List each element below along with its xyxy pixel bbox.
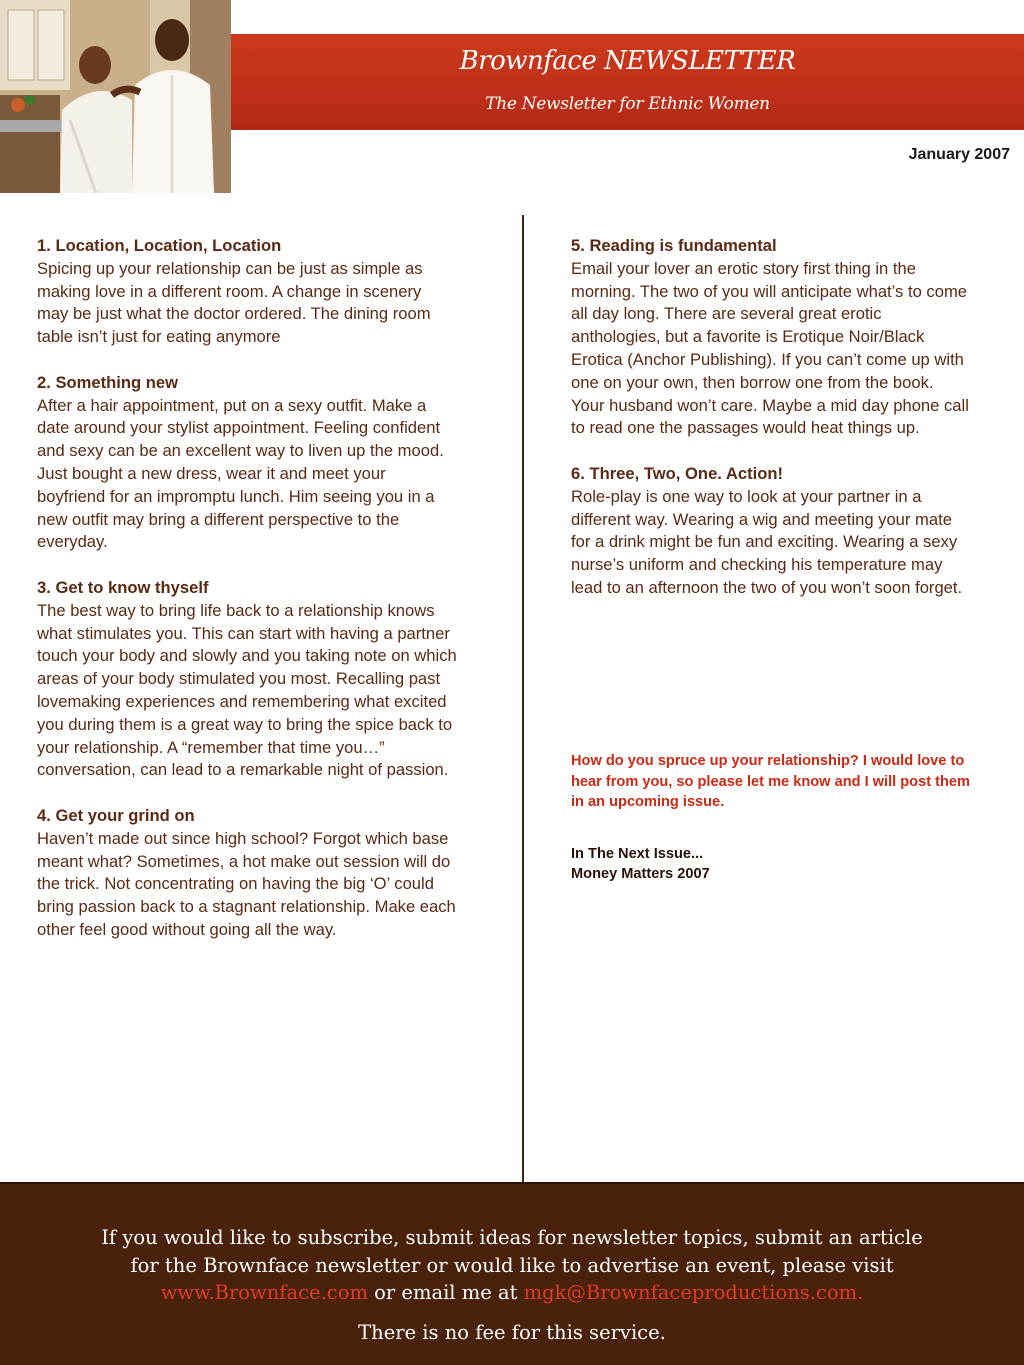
article-body: Email your lover an erotic story first thing in the morning. The two of you will anticipate what’s to come all day long. There are several great erotic anthologies, but a favorite is Erotique Noir/Black Erotica (Anchor Publishing). If you can’t come up with one on your own, then borrow one from the book. Your husband won’t care. Maybe a mid day phone call to read one the passages would heat things up. [571, 258, 969, 438]
article-body: Haven’t made out since high school? Forgot which base meant what? Sometimes, a hot make out session will do the trick. Not concentrating on having the big ‘O’ could bring passion back to a stagnant relationship. Make each other feel good without going all the way. [37, 828, 456, 939]
article-heading: 2. Something new [37, 372, 179, 392]
email-link[interactable]: mgk@Brownfaceproductions.com. [523, 1281, 864, 1304]
article-section [37, 577, 457, 782]
footer-message-text: If you would like to subscribe, submit ideas for newsletter topics, submit an article for the Brownface newsletter or would like to advertise an event, please visit [101, 1226, 923, 1277]
header-banner [231, 34, 1024, 130]
article-section [37, 372, 457, 554]
header-photo [0, 0, 231, 193]
next-issue-label: In The Next Issue... [571, 846, 704, 862]
footer-middle-text: or email me at [374, 1281, 518, 1304]
article-section [37, 805, 457, 942]
issue-date: January 2007 [908, 146, 1010, 163]
newsletter-subtitle: The Newsletter for Ethnic Women [485, 94, 770, 114]
right-column [571, 235, 971, 623]
newsletter-title: Brownface NEWSLETTER [459, 46, 796, 76]
article-body: After a hair appointment, put on a sexy outfit. Make a date around your stylist appointment. Feeling confident and sexy can be an excellent way to liven up the mood. Just bought a new dress, wear it and meet your boyfriend for an impromptu lunch. Him seeing you in a new outfit may bring a different perspective to the everyday. [37, 395, 444, 552]
article-body: The best way to bring life back to a relationship knows what stimulates you. This can start with having a partner touch your body and slowly and you taking note on which areas of your body stimulated you most. Recalling past lovemaking experiences and remembering what excited you during them is a great way to bring the spice back to your relationship. A “remember that time you…” conversation, can lead to a remarkable night of passion. [37, 600, 457, 780]
article-heading: 6. Three, Two, One. Action! [571, 463, 784, 483]
article-body: Role-play is one way to look at your partner in a different way. Wearing a wig and meeting your mate for a drink might be fun and exciting. Wearing a sexy nurse’s uniform and checking his temperature may lead to an afternoon the two of you won’t soon forget. [571, 486, 963, 597]
left-column [37, 235, 457, 965]
article-body: Spicing up your relationship can be just as simple as making love in a different room. A change in scenery may be just what the doctor ordered. The dining room table isn’t just for eating anymore [37, 258, 431, 347]
article-heading: 5. Reading is fundamental [571, 236, 777, 255]
article-section [571, 463, 971, 600]
footer-message [90, 1224, 934, 1307]
next-issue [571, 844, 971, 884]
article-heading: 1. Location, Location, Location [37, 236, 282, 255]
article-section [571, 235, 971, 440]
next-issue-topic: Money Matters 2007 [571, 866, 710, 882]
column-divider [522, 215, 524, 1183]
website-link[interactable]: www.Brownface.com [160, 1281, 368, 1304]
article-section [37, 235, 457, 349]
fee-note: There is no fee for this service. [358, 1321, 666, 1344]
article-heading: 3. Get to know thyself [37, 577, 209, 597]
article-heading: 4. Get your grind on [37, 805, 195, 825]
reader-callout: How do you spruce up your relationship? I would love to hear from you, so please let me know and I will post them in an upcoming issue. [571, 753, 970, 810]
footer-banner [0, 1182, 1024, 1365]
